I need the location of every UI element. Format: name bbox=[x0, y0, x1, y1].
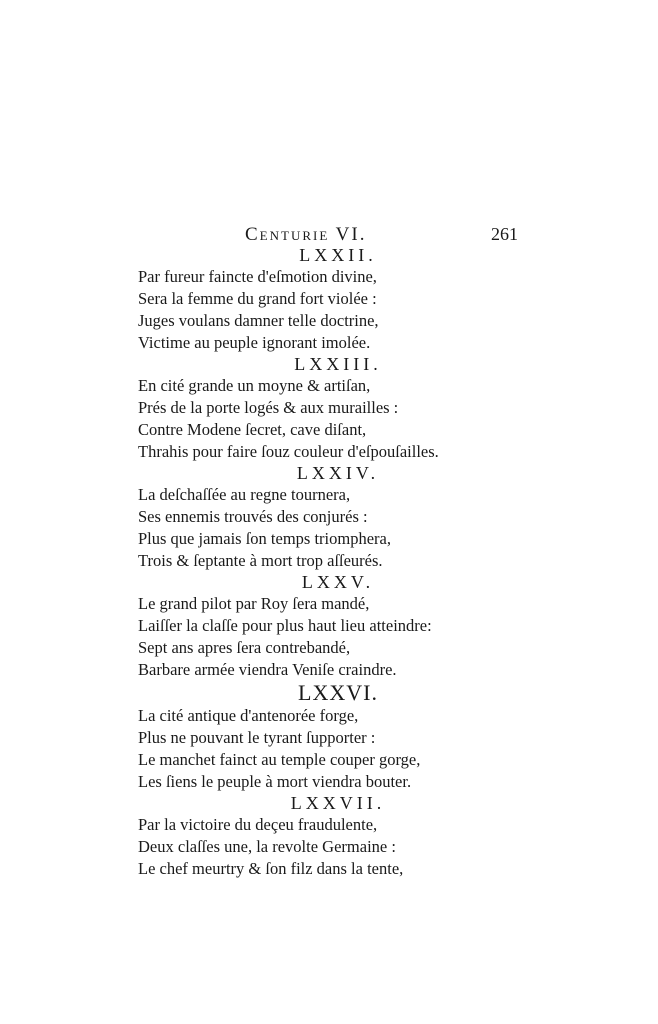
quatrain bbox=[138, 793, 498, 880]
verse-line: Victime au peuple ignorant imolée. bbox=[138, 333, 371, 352]
quatrain-numeral: LXXV. bbox=[301, 572, 375, 592]
verse-line: Les ſiens le peuple à mort viendra bouter. bbox=[138, 772, 412, 791]
quatrain-numeral: LXXVII. bbox=[290, 793, 386, 813]
quatrain-list bbox=[138, 245, 498, 880]
quatrain-numeral: LXXIV. bbox=[296, 463, 380, 483]
verse-line: Contre Modene ſecret, cave diſant, bbox=[138, 420, 367, 439]
quatrain bbox=[138, 354, 498, 463]
verse-line: Juges voulans damner telle doctrine, bbox=[138, 311, 379, 330]
verse-line: Plus ne pouvant le tyrant ſupporter : bbox=[138, 728, 376, 747]
verse-line: Prés de la porte logés & aux murailles : bbox=[138, 398, 399, 417]
verse-line: Sept ans apres ſera contrebandé, bbox=[138, 638, 351, 657]
verse-line: Par la victoire du deçeu fraudulente, bbox=[138, 815, 378, 834]
verse-line: Le manchet fainct au temple couper gorge, bbox=[138, 750, 421, 769]
quatrain bbox=[138, 463, 498, 572]
verse-line: La cité antique d'antenorée forge, bbox=[138, 706, 359, 725]
running-title: Centurie VI. bbox=[245, 224, 367, 245]
verse-line: Deux claſſes une, la revolte Germaine : bbox=[138, 837, 396, 856]
verse-line: Le chef meurtry & ſon filz dans la tente, bbox=[138, 859, 404, 878]
verse-line: En cité grande un moyne & artiſan, bbox=[138, 376, 371, 395]
quatrain-numeral: LXXIII. bbox=[294, 354, 382, 374]
verse-line: Ses ennemis trouvés des conjurés : bbox=[138, 507, 368, 526]
verse-line: Plus que jamais ſon temps triomphera, bbox=[138, 529, 391, 548]
verse-line: Sera la femme du grand fort violée : bbox=[138, 289, 377, 308]
verse-line: Le grand pilot par Roy ſera mandé, bbox=[138, 594, 370, 613]
verse-line: La deſchaſſée au regne tournera, bbox=[138, 485, 351, 504]
verse-line: Laiſſer la claſſe pour plus haut lieu atteindre: bbox=[138, 616, 432, 635]
quatrain bbox=[138, 681, 498, 793]
quatrain-numeral: LXXVI. bbox=[298, 680, 378, 705]
quatrain-numeral: LXXII. bbox=[299, 245, 377, 265]
page-number: 261 bbox=[491, 224, 518, 244]
verse-line: Par fureur faincte d'eſmotion divine, bbox=[138, 267, 377, 286]
verse-line: Trois & ſeptante à mort trop aſſeurés. bbox=[138, 551, 383, 570]
verse-line: Barbare armée viendra Veniſe craindre. bbox=[138, 660, 397, 679]
quatrain bbox=[138, 245, 498, 354]
quatrain bbox=[138, 572, 498, 681]
verse-line: Thrahis pour faire ſouz couleur d'eſpouſailles. bbox=[138, 442, 439, 461]
